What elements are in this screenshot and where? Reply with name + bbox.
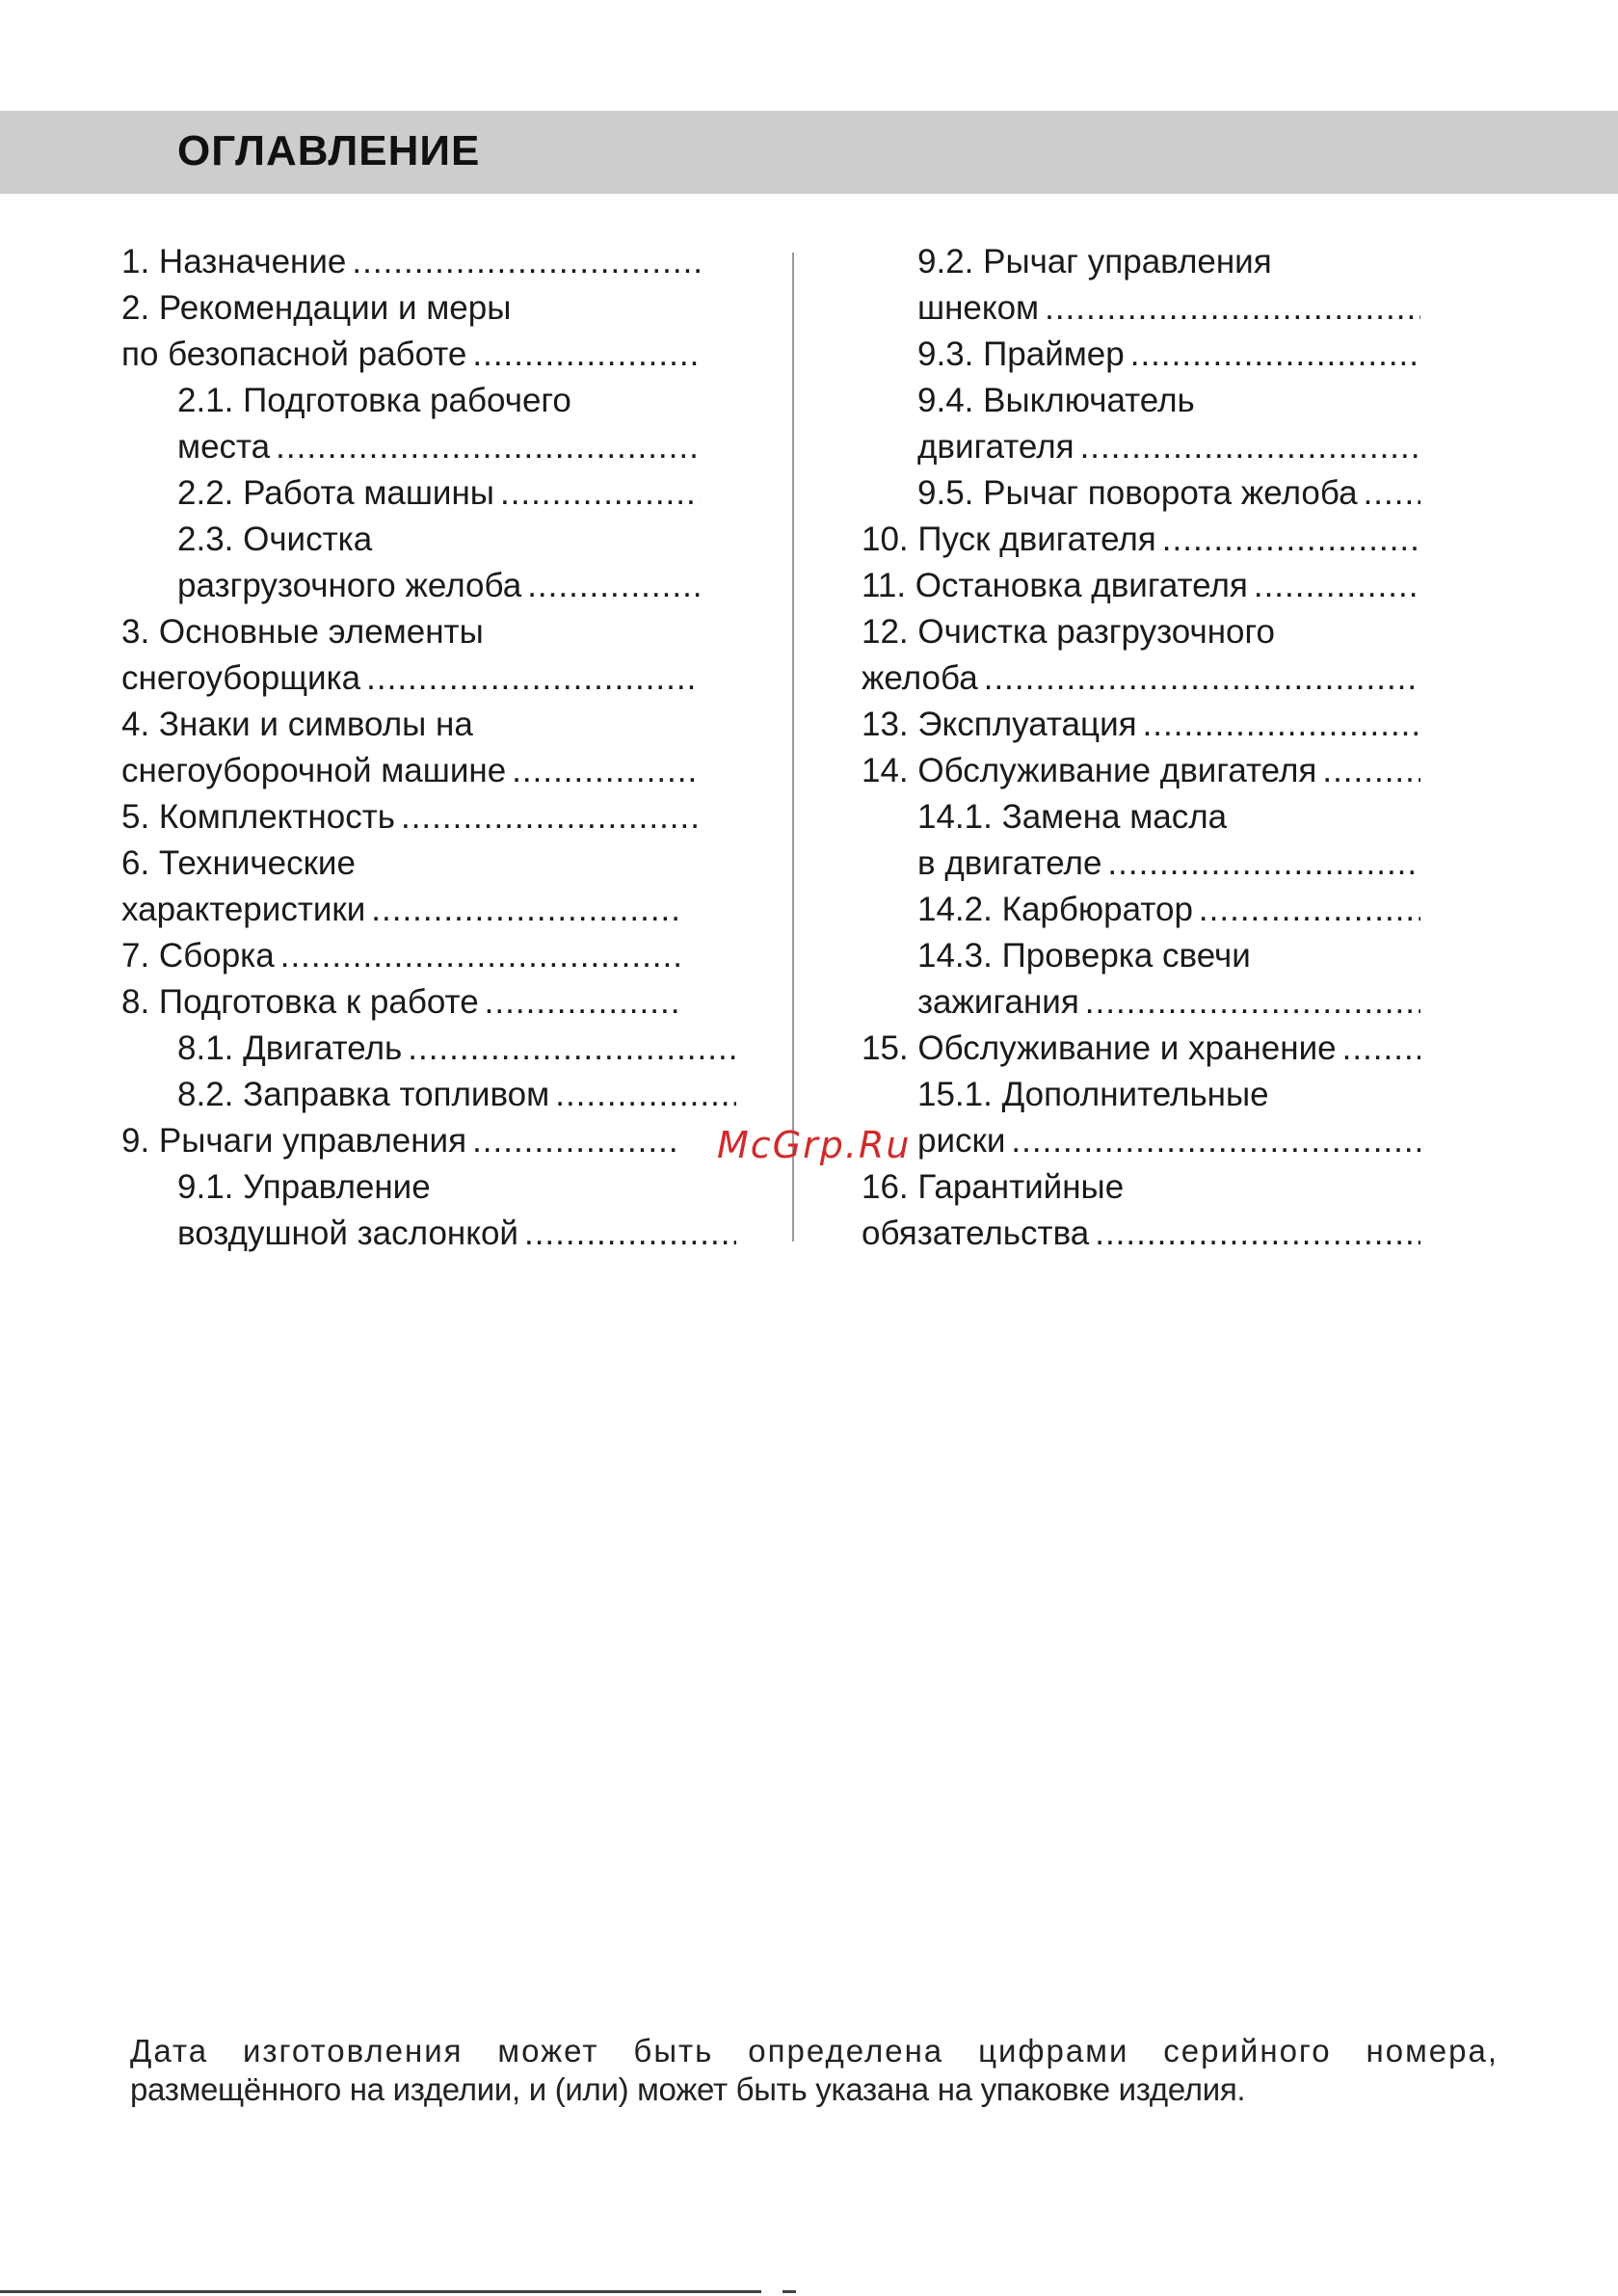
- toc-entry: [121, 1026, 736, 1072]
- toc-leader-dots: [1254, 563, 1420, 609]
- toc-entry: [121, 609, 700, 655]
- toc-entry-text: двигателя: [917, 428, 1074, 466]
- toc-leader-dots: [1045, 285, 1420, 332]
- watermark: McGrp.Ru: [717, 1124, 912, 1166]
- toc-entry-text: шнеком: [917, 289, 1040, 327]
- toc-entry: [121, 1164, 700, 1211]
- toc-entry: [862, 1211, 1420, 1257]
- toc-leader-dots: [366, 655, 700, 702]
- toc-leader-dots: [1162, 517, 1420, 563]
- toc-entry-text: 2.1. Подготовка рабочего: [177, 382, 571, 419]
- toc-entry: [121, 1118, 680, 1164]
- toc-entry: [862, 979, 1420, 1026]
- page-title: ОГЛАВЛЕНИЕ: [177, 127, 481, 174]
- toc-leader-dots: [371, 887, 680, 933]
- toc-entry-text: характеристики: [121, 891, 366, 928]
- toc-leader-dots: [1364, 470, 1420, 517]
- toc-entry: [121, 887, 680, 933]
- toc-leader-dots: [1011, 1118, 1420, 1164]
- toc-entry-text: 4. Знаки и символы на: [121, 706, 473, 743]
- toc-entry: [862, 702, 1420, 748]
- toc-leader-dots: [1130, 332, 1420, 378]
- toc-entry: [121, 563, 700, 609]
- toc-entry-text: 3. Основные элементы: [121, 613, 484, 651]
- toc-entry: [862, 1118, 1420, 1164]
- toc-leader-dots: [1107, 841, 1420, 887]
- toc-entry: [121, 841, 700, 887]
- toc-entry-text: 14.3. Проверка свечи: [917, 937, 1251, 974]
- toc-entry-text: 14. Обслуживание двигателя: [862, 752, 1317, 789]
- toc-leader-dots: [524, 1211, 736, 1257]
- toc-entry: [862, 748, 1420, 794]
- toc-entry: [121, 285, 700, 332]
- toc-entry-text: 9.1. Управление: [177, 1168, 431, 1206]
- toc-leader-dots: [352, 239, 700, 285]
- toc-entry: [121, 979, 680, 1026]
- toc-entry-text: 9. Рычаги управления: [121, 1122, 467, 1160]
- footnote-line-2: размещённого на изделии, и (или) может быть указана на упаковке изделия.: [130, 2071, 1246, 2107]
- toc-entry-text: 2.2. Работа машины: [177, 474, 494, 512]
- toc-entry-text: 6. Технические: [121, 844, 356, 882]
- toc-entry: [121, 794, 700, 841]
- toc-entry-text: в двигателе: [917, 844, 1102, 882]
- toc-entry-text: желоба: [862, 659, 978, 697]
- toc-leader-dots: [1085, 979, 1420, 1026]
- toc-entry-text: 11. Остановка двигателя: [862, 567, 1248, 604]
- toc-entry-text: 2.3. Очистка: [177, 521, 373, 558]
- toc-entry-text: 9.2. Рычаг управления: [917, 243, 1272, 280]
- toc-leader-dots: [401, 794, 700, 841]
- toc-entry: [862, 841, 1420, 887]
- toc-entry: [121, 748, 700, 794]
- toc-entry: [121, 424, 700, 470]
- toc-entry-text: разгрузочного желоба: [177, 567, 522, 604]
- toc-entry-text: места: [177, 428, 271, 466]
- toc-entry: [121, 517, 700, 563]
- toc-leader-dots: [280, 933, 680, 979]
- toc-entry: [862, 563, 1420, 609]
- toc-leader-dots: [408, 1026, 736, 1072]
- toc-leader-dots: [276, 424, 700, 470]
- toc-entry: [121, 470, 700, 517]
- toc-leader-dots: [1342, 1026, 1420, 1072]
- toc-entry-text: 2. Рекомендации и меры: [121, 289, 512, 327]
- toc-entry: [862, 933, 1420, 979]
- bottom-rule: [0, 2290, 761, 2293]
- toc-entry-text: 14.1. Замена масла: [917, 798, 1228, 836]
- footnote-line-1: Дата изготовления может быть определена цифрами серийного номера,: [130, 2033, 1499, 2069]
- toc-leader-dots: [472, 1118, 680, 1164]
- toc-leader-dots: [984, 655, 1420, 702]
- toc-entry: [862, 1072, 1420, 1118]
- toc-leader-dots: [485, 979, 680, 1026]
- toc-entry-text: 15. Обслуживание и хранение: [862, 1029, 1337, 1067]
- toc-leader-dots: [512, 748, 700, 794]
- toc-entry-text: снегоуборочной машине: [121, 752, 507, 789]
- toc-left-column: [121, 239, 700, 1257]
- toc-entry: [121, 239, 700, 285]
- toc-leader-dots: [1199, 887, 1420, 933]
- toc-entry: [862, 470, 1420, 517]
- toc-entry: [121, 332, 700, 378]
- toc-entry: [121, 1211, 736, 1257]
- toc-leader-dots: [1322, 748, 1420, 794]
- column-divider: [792, 253, 794, 1241]
- toc-entry-text: 14.2. Карбюратор: [917, 891, 1193, 928]
- toc-right-column: [862, 239, 1420, 1257]
- toc-entry: [862, 378, 1420, 424]
- toc-entry-text: обязательства: [862, 1215, 1090, 1252]
- toc-entry: [862, 794, 1420, 841]
- toc-entry: [862, 887, 1420, 933]
- toc-entry: [862, 655, 1420, 702]
- toc-entry-text: зажигания: [917, 983, 1079, 1021]
- toc-leader-dots: [500, 470, 700, 517]
- toc-entry: [862, 1026, 1420, 1072]
- toc-leader-dots: [472, 332, 700, 378]
- toc-entry-text: 8. Подготовка к работе: [121, 983, 479, 1021]
- toc-entry: [121, 702, 700, 748]
- toc-entry-text: по безопасной работе: [121, 335, 467, 373]
- toc-leader-dots: [1143, 702, 1420, 748]
- toc-entry-text: 8.2. Заправка топливом: [177, 1076, 550, 1113]
- toc-entry: [121, 655, 700, 702]
- toc-entry-text: 1. Назначение: [121, 243, 347, 280]
- toc-entry-text: 9.5. Рычаг поворота желоба: [917, 474, 1358, 512]
- toc-entry-text: 5. Комплектность: [121, 798, 395, 836]
- toc-entry-text: 9.4. Выключатель: [917, 382, 1195, 419]
- toc-entry-text: 10. Пуск двигателя: [862, 521, 1156, 558]
- toc-entry: [862, 1164, 1420, 1211]
- toc-entry-text: 16. Гарантийные: [862, 1168, 1125, 1206]
- toc-leader-dots: [1080, 424, 1420, 470]
- toc-leader-dots: [527, 563, 700, 609]
- toc-entry: [862, 285, 1420, 332]
- toc-entry-text: 7. Сборка: [121, 937, 275, 974]
- manufacture-date-note: [130, 2032, 1499, 2109]
- toc-entry-text: 12. Очистка разгрузочного: [862, 613, 1275, 651]
- bottom-mark: [782, 2290, 796, 2293]
- toc-entry-text: 9.3. Праймер: [917, 335, 1125, 373]
- toc-entry-text: 8.1. Двигатель: [177, 1029, 403, 1067]
- toc-entry: [121, 933, 680, 979]
- toc-entry-text: воздушной заслонкой: [177, 1215, 518, 1252]
- toc-entry: [121, 1072, 736, 1118]
- toc-leader-dots: [1095, 1211, 1420, 1257]
- toc-entry: [862, 424, 1420, 470]
- toc-entry: [862, 517, 1420, 563]
- toc-entry-text: снегоуборщика: [121, 659, 361, 697]
- toc-entry: [862, 239, 1420, 285]
- toc-entry-text: 13. Эксплуатация: [862, 706, 1137, 743]
- toc-entry: [862, 609, 1420, 655]
- toc-entry: [121, 378, 700, 424]
- toc-entry-text: 15.1. Дополнительные: [917, 1076, 1269, 1113]
- toc-entry: [862, 332, 1420, 378]
- toc-entry-text: риски: [917, 1122, 1006, 1160]
- toc-leader-dots: [555, 1072, 736, 1118]
